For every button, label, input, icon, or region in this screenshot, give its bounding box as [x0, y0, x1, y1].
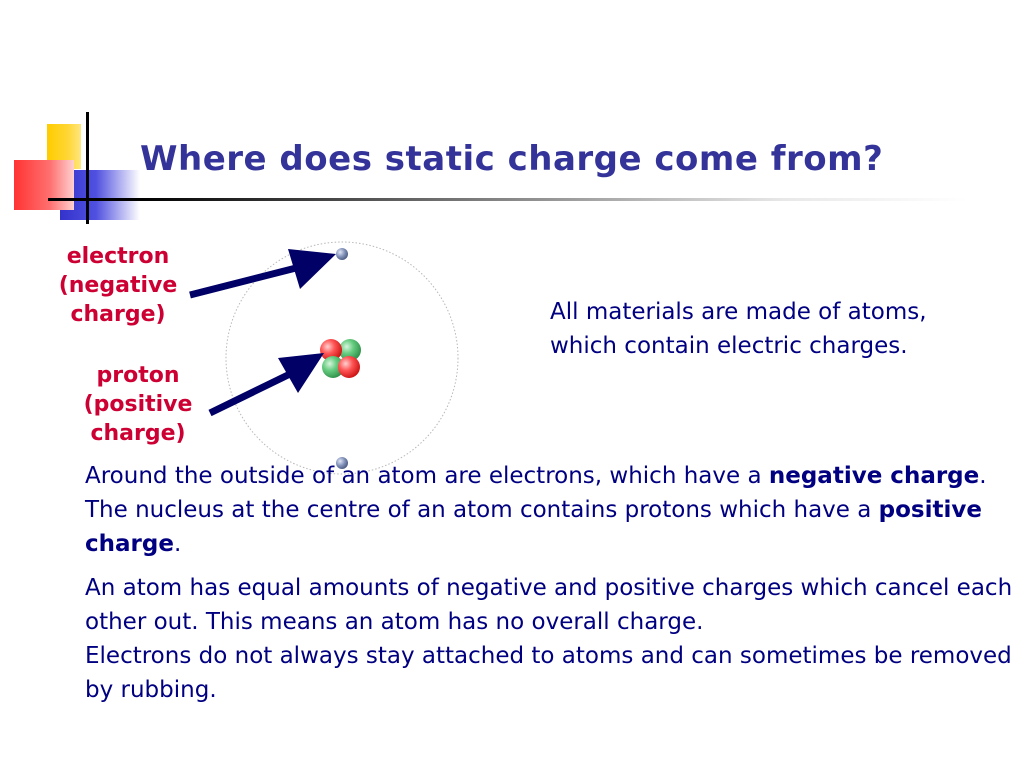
- arrow-to-nucleus: [210, 353, 324, 413]
- protons-paragraph: The nucleus at the centre of an atom contains protons which have a positive charge.: [85, 497, 982, 557]
- slide-title: Where does static charge come from?: [140, 139, 884, 179]
- explanation-text: [85, 459, 1020, 707]
- arrow-to-electron: [190, 249, 336, 295]
- positive-charge-emphasis: positive charge: [85, 497, 982, 557]
- nucleus: [320, 339, 361, 378]
- rubbing-paragraph: Electrons do not always stay attached to atoms and can sometimes be removed by rubbing.: [85, 643, 1012, 703]
- electrons-paragraph: Around the outside of an atom are electrons, which have a negative charge.: [85, 463, 987, 489]
- proton-label-line: (positive: [83, 392, 193, 417]
- proton-label-line: charge): [90, 421, 186, 446]
- balance-paragraph: An atom has equal amounts of negative and positive charges which cancel each other out. This means an atom has no overall charge.: [85, 575, 1013, 635]
- negative-charge-emphasis: negative charge: [768, 463, 980, 489]
- intro-text: All materials are made of atoms, which contain electric charges.: [550, 299, 927, 359]
- proton-particle: [338, 356, 360, 378]
- electron-label-line: (negative: [58, 273, 178, 298]
- electron-label-line: charge): [70, 302, 166, 327]
- electron-particle: [336, 248, 348, 260]
- electron-label-line: electron: [66, 244, 170, 269]
- electron-label: [46, 242, 190, 329]
- proton-label-line: proton: [96, 363, 180, 388]
- proton-label: [66, 361, 210, 448]
